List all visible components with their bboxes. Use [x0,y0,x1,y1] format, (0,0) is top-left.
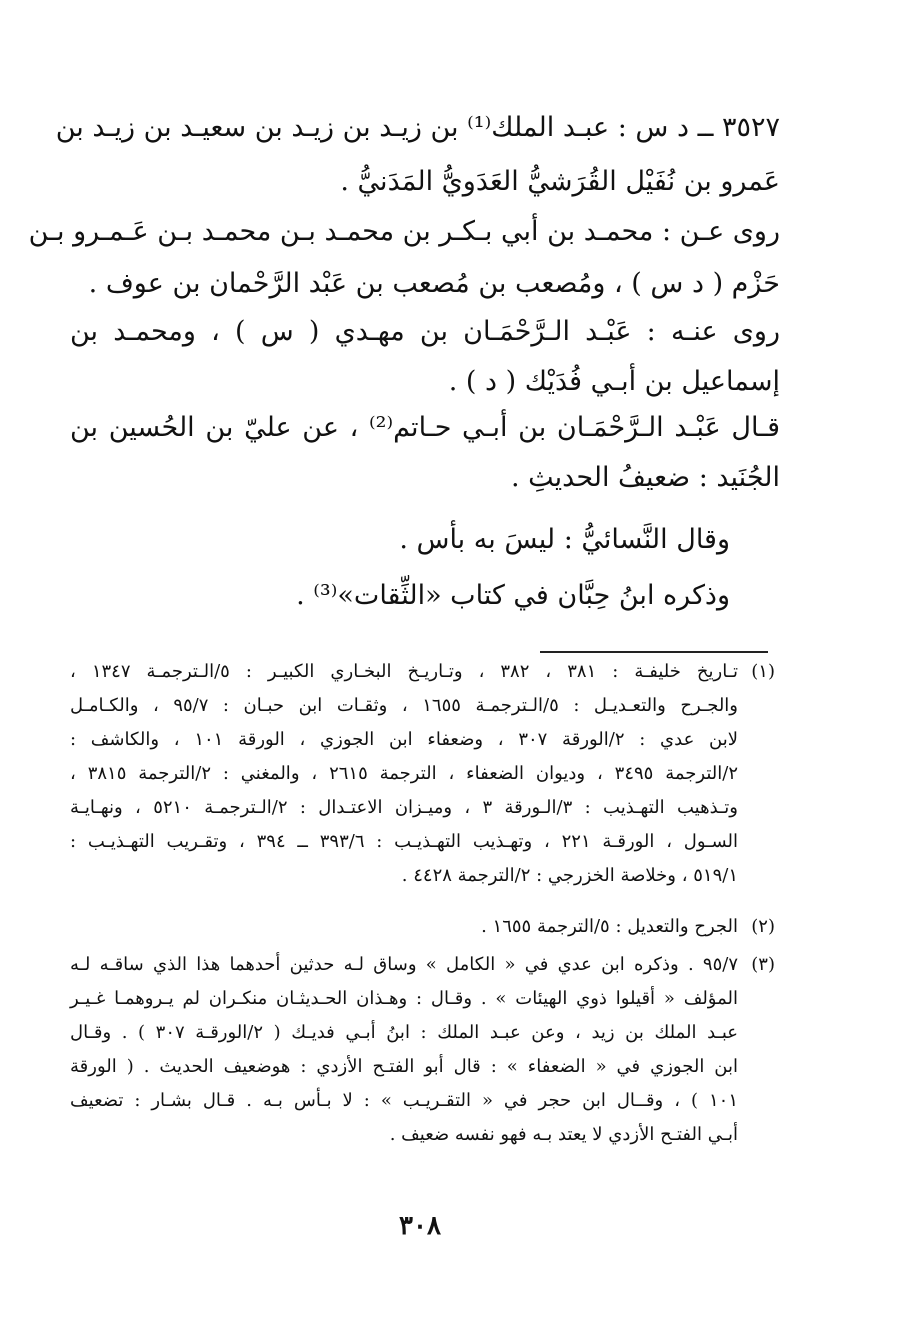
footnote-1-line-4: ٢/الترجمة ٣٤٩٥ ، وديوان الضعفاء ، الترجمة ٢٦١٥ ، والمغني : ٢/الترجمة ٣٨١٥ ، [70,763,738,784]
footnote-number-3: (٣) [751,954,775,975]
footnote-3-line-2: المؤلف « أقيلوا ذوي الهيئات » . وقـال : وهـذان الحـديثـان منكـران لم يـروهمـا غـيـر [70,988,738,1009]
footnote-separator [540,651,768,653]
footnote-1-line-5: وتـذهيب التهـذيب : ٣/الـورقة ٣ ، وميـزان الاعتـدال : ٢/الـترجمـة ٥٢١٠ ، ونهـايـة [70,797,739,818]
footnote-3-line-1: ٩٥/٧ . وذكره ابن عدي في « الكامل » وساق لـه حدثين أحدهما هذا الذي ساقـه لـه [70,954,738,975]
entry-line-5: روى عنـه : عَبْـد الـرَّحْمَـان بن مهـدي ( س ) ، ومحمـد بن [70,316,780,347]
entry-line-6: إسماعيل بن أبـي فُدَيْك ( د ) . [448,366,780,397]
footnote-3-line-4: ابن الجوزي في « الضعفاء » : قال أبو الفتـح الأزدي : هوضعيف الحديث . ( الورقة [70,1056,738,1077]
footnote-3-line-6: أبـي الفتـح الأزدي لا يعتد بـه فهو نفسه ضعيف . [389,1124,738,1145]
footnote-number-2: (٢) [751,916,775,937]
footnote-1-line-6: السـول ، الورقـة ٢٢١ ، وتهـذيب التهـذيـب : ٣٩٣/٦ ــ ٣٩٤ ، وتقـريب التهـذيـب : [70,831,738,852]
footnote-3-line-3: عبـد الملك بن زيد ، وعن عبـد الملك : ابنُ أبـي فديـك ( ٢/الورقـة ٣٠٧ ) . وقـال [70,1022,739,1043]
footnote-number-1: (١) [751,661,775,682]
entry-line-1: ٣٥٢٧ ــ د س : عبـد الملك⁽¹⁾ بن زيـد بن زيـد بن سعيـد بن زيـد بن [55,112,780,143]
footnote-2-line-1: الجرح والتعديل : ٥/الترجمة ١٦٥٥ . [481,916,738,937]
page-number: ٣٠٨ [399,1211,441,1241]
entry-line-3: روى عـن : محمـد بن أبي بـكـر بن محمـد بـن محمـد بـن عَـمـرو بـن [28,216,780,247]
footnote-1-line-2: والجـرح والتعـديـل : ٥/الـترجمـة ١٦٥٥ ، وثقـات ابن حبـان : ٩٥/٧ ، والكـامـل [70,695,739,716]
entry-line-9: وقال النَّسائيُّ : ليسَ به بأس . [399,524,730,555]
entry-line-7: قـال عَبْـد الـرَّحْمَـان بن أبـي حـاتم⁽²⁾ ، عن عليّ بن الحُسين بن [70,412,781,443]
entry-line-4: حَزْم ( د س ) ، ومُصعب بن مُصعب بن عَبْد الرَّحْمان بن عوف . [88,268,780,299]
entry-line-8: الجُنَيد : ضعيفُ الحديثِ . [510,462,780,493]
entry-line-10: وذكره ابنُ حِبَّان في كتاب «الثِّقات»⁽³⁾ . [296,580,730,611]
entry-line-2: عَمرو بن نُفَيْل القُرَشيُّ العَدَويُّ المَدَنيُّ . [340,166,780,197]
footnote-3-line-5: ١٠١ ) ، وقــال ابن حجر في « التقـريـب » : لا بـأس بـه . قـال بشـار : تضعيف [70,1090,738,1111]
footnote-1-line-3: لابن عدي : ٢/الورقة ٣٠٧ ، وضعفاء ابن الجوزي ، الورقة ١٠١ ، والكاشف : [70,729,738,750]
footnote-1-line-7: ٥١٩/١ ، وخلاصة الخزرجي : ٢/الترجمة ٤٤٢٨ . [401,865,738,886]
footnote-1-line-1: تـاريخ خليفـة : ٣٨١ ، ٣٨٢ ، وتـاريـخ البخـاري الكبيـر : ٥/الـترجمـة ١٣٤٧ ، [70,661,738,682]
